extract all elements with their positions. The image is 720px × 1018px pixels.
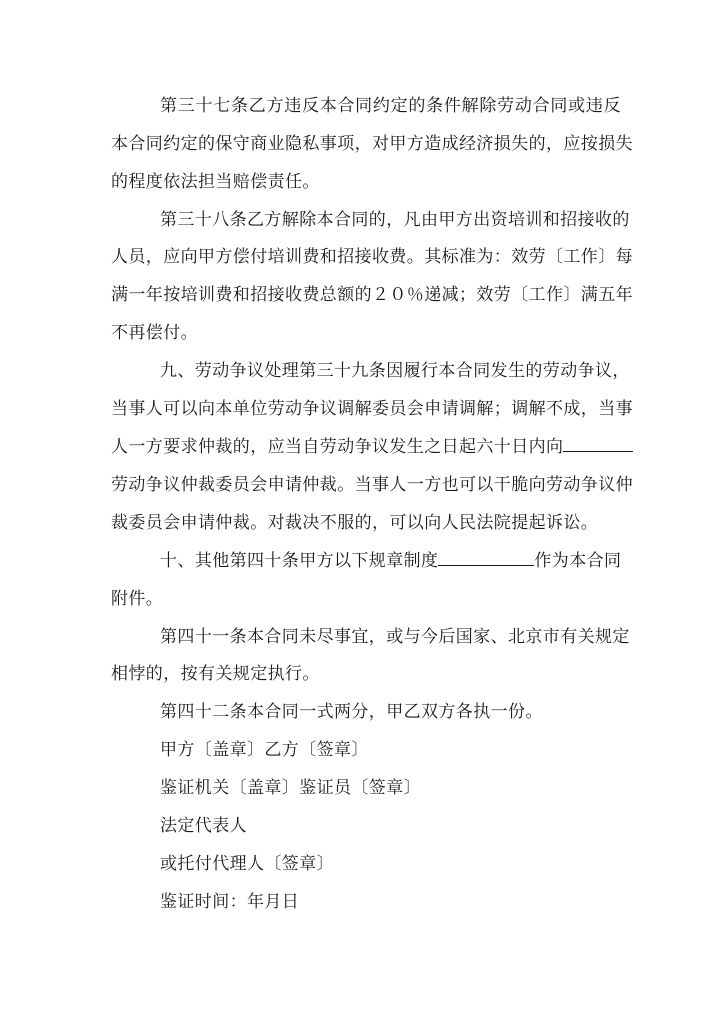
section-10-line-1-tail: 作为本合同 — [534, 551, 622, 571]
section-10-line-1-text: 十、其他第四十条甲方以下规章制度 — [160, 551, 439, 571]
section-9-line-1: 九、劳动争议处理第三十九条因履行本合同发生的劳动争议， — [160, 361, 630, 381]
signature-verifier: 鉴证机关〔盖章〕鉴证员〔签章〕 — [160, 778, 421, 798]
section-9-line-2: 当事人可以向本单位劳动争议调解委员会申请调解；调解不成，当事 — [111, 399, 633, 419]
section-9-line-4: 劳动争议仲裁委员会申请仲裁。当事人一方也可以干脆向劳动争议仲 — [111, 475, 633, 495]
article-37-line-3: 的程度依法担当赔偿责任。 — [111, 172, 320, 192]
article-42-line-1: 第四十二条本合同一式两分，甲乙双方各执一份。 — [160, 702, 543, 722]
article-41-line-1: 第四十一条本合同未尽事宜，或与今后国家、北京市有关规定 — [160, 627, 630, 647]
section-10-line-1 — [160, 549, 621, 573]
arbitration-committee-blank — [563, 435, 633, 452]
article-38-line-1: 第三十八条乙方解除本合同的，凡由甲方出资培训和招接收的 — [160, 210, 630, 230]
article-41-line-2: 相悖的，按有关规定执行。 — [111, 664, 320, 684]
verification-date: 鉴证时间：年月日 — [160, 892, 300, 912]
section-9-line-5: 裁委员会申请仲裁。对裁决不服的，可以向人民法院提起诉讼。 — [111, 513, 599, 533]
section-9-line-3 — [111, 435, 621, 459]
regulations-blank — [438, 549, 534, 566]
article-37-line-2: 本合同约定的保守商业隐私事项，对甲方造成经济损失的，应按损失 — [111, 134, 633, 154]
signature-parties: 甲方〔盖章〕乙方〔签章〕 — [160, 740, 369, 760]
signature-agent: 或托付代理人〔签章〕 — [160, 854, 334, 874]
article-38-line-4: 不再偿付。 — [111, 323, 198, 343]
section-10-line-2: 附件。 — [111, 589, 164, 609]
article-38-line-3: 满一年按培训费和招接收费总额的２０％递减；效劳〔工作〕满五年 — [111, 285, 633, 305]
article-38-line-2: 人员，应向甲方偿付培训费和招接收费。其标准为：效劳〔工作〕每 — [111, 247, 633, 267]
section-9-line-3-text: 人一方要求仲裁的，应当自劳动争议发生之日起六十日内向 — [111, 437, 564, 457]
article-37-line-1: 第三十七条乙方违反本合同约定的条件解除劳动合同或违反 — [160, 96, 621, 116]
signature-legal-representative: 法定代表人 — [160, 816, 247, 836]
